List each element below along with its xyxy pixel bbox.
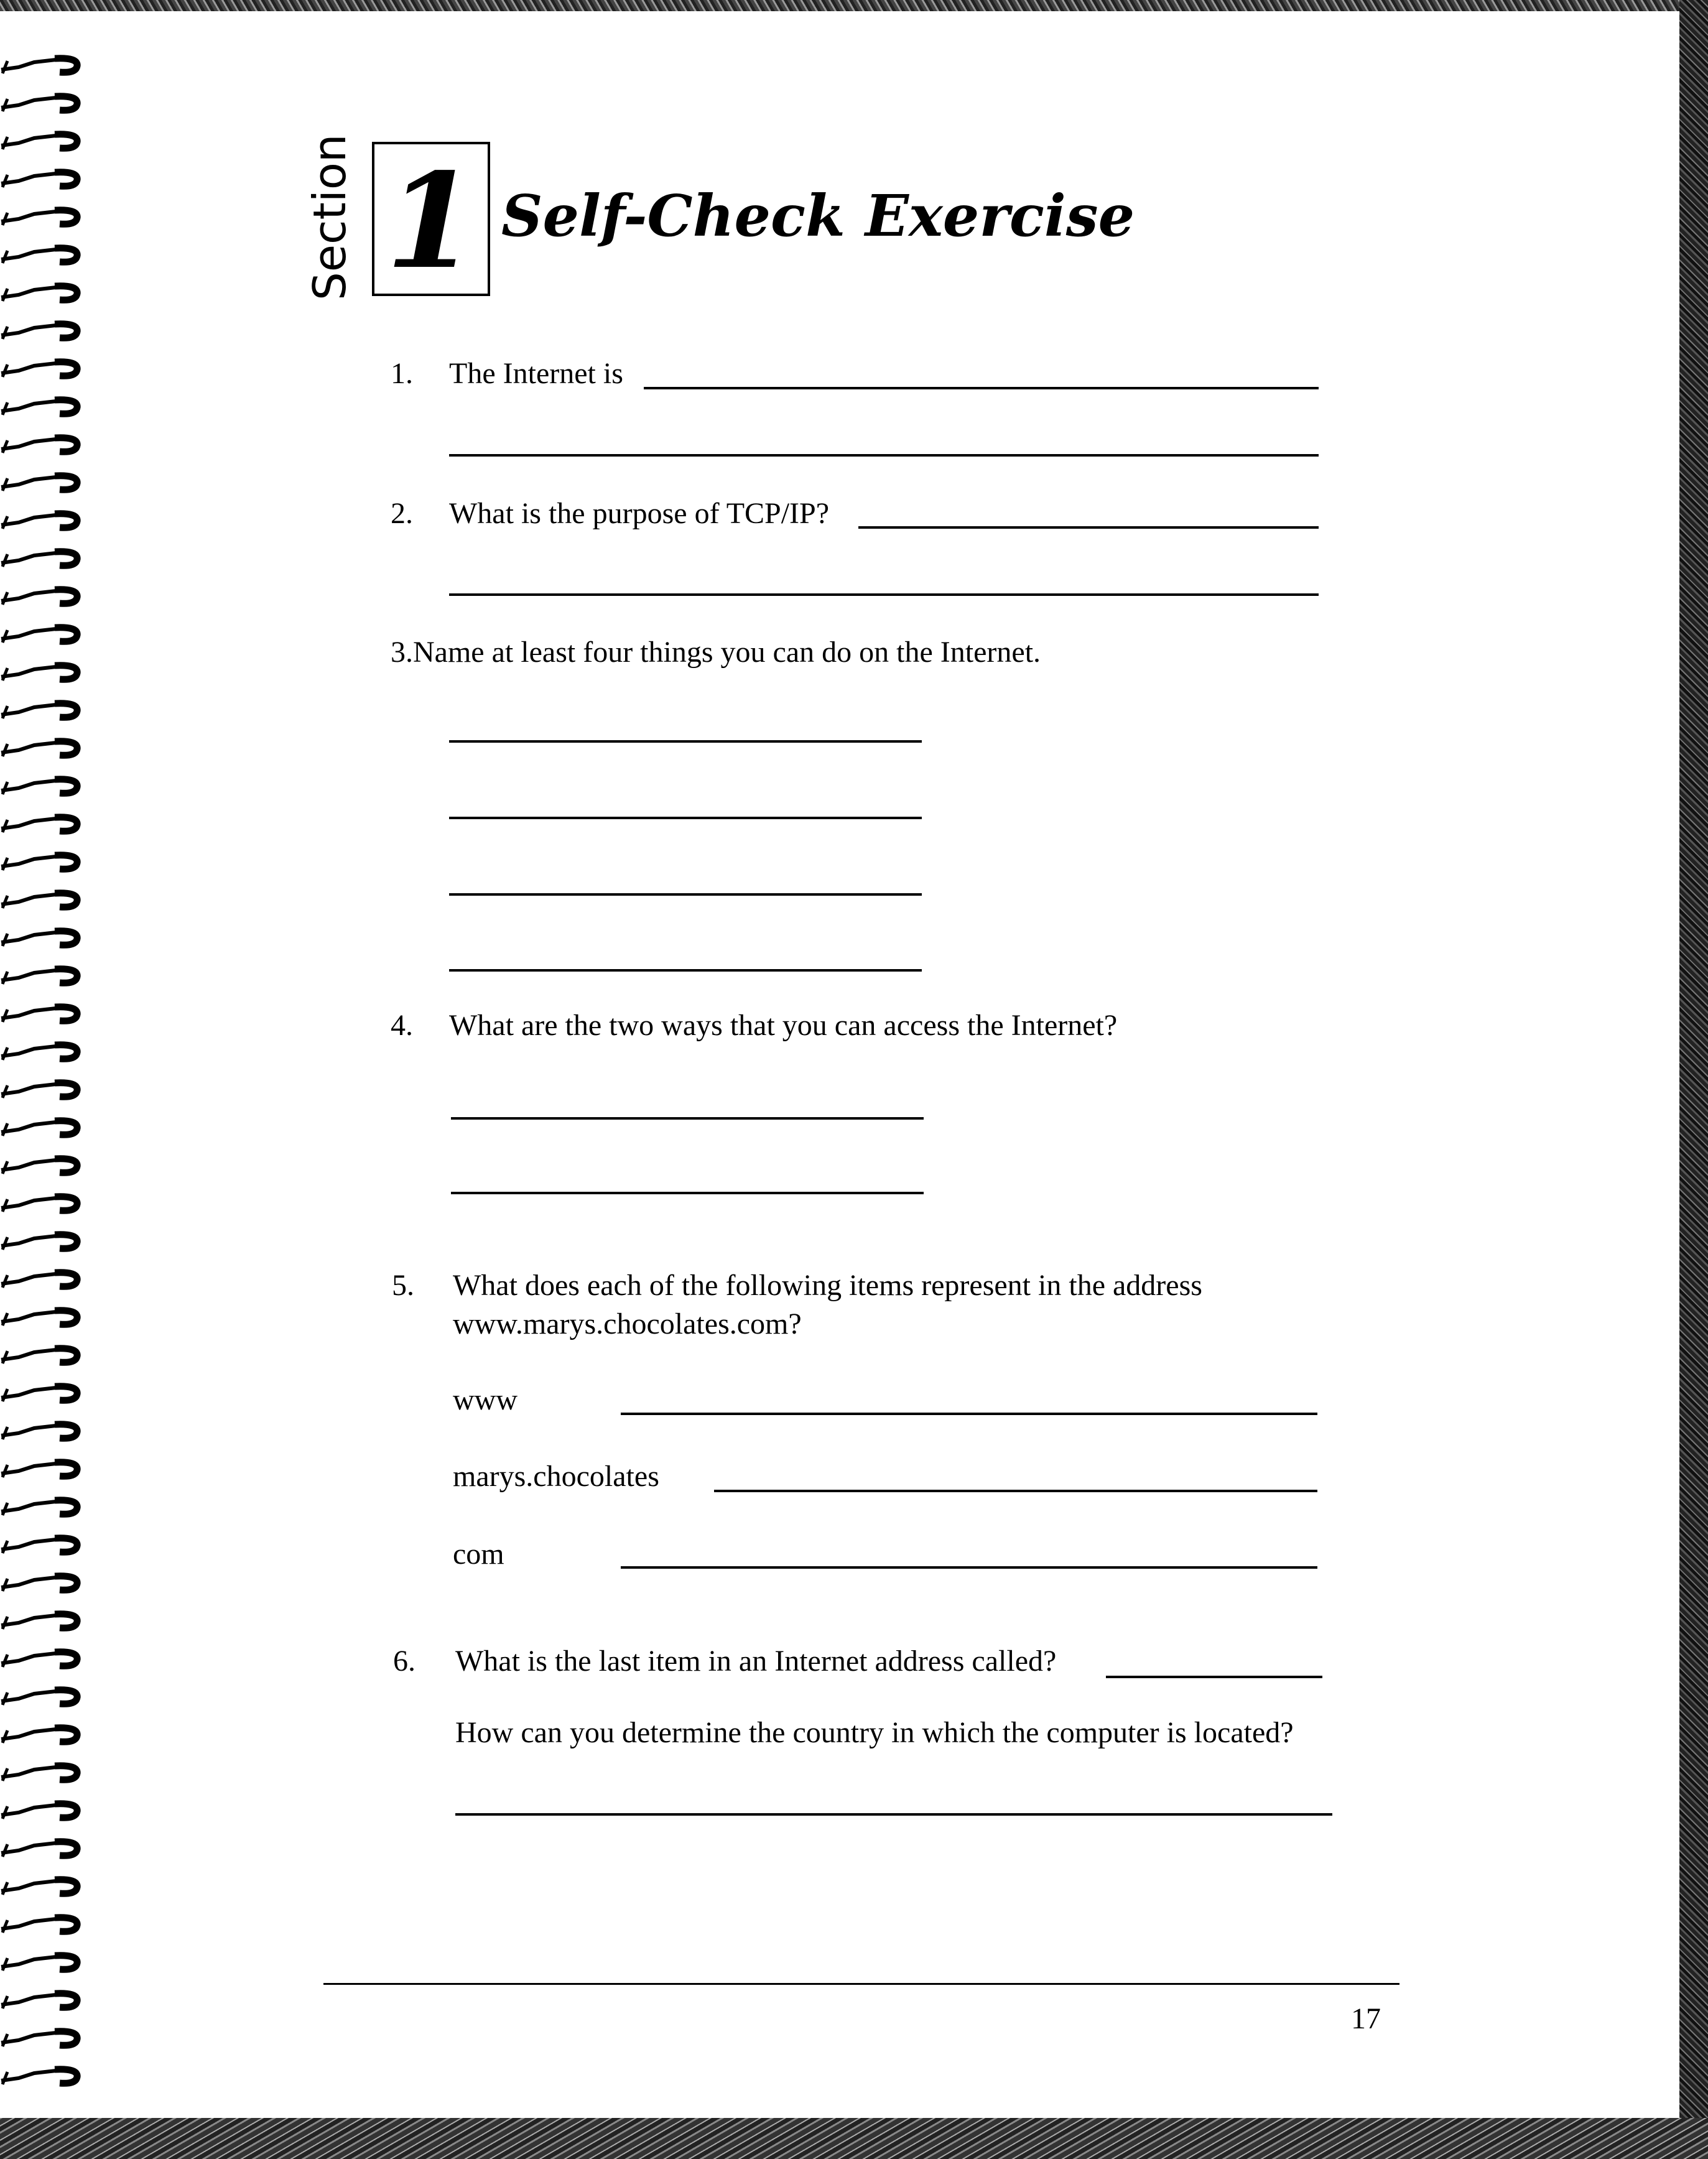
answer-line-2a[interactable] (858, 526, 1319, 529)
spiral-ring (0, 1193, 84, 1214)
question-5-text-line1: What does each of the following items represent in the address (453, 1269, 1202, 1302)
spiral-ring (0, 358, 84, 379)
spiral-ring (0, 1876, 84, 1897)
spiral-ring (0, 889, 84, 911)
spiral-ring (0, 472, 84, 493)
answer-line-5-domain[interactable] (714, 1490, 1317, 1492)
question-2-text: What is the purpose of TCP/IP? (449, 497, 830, 530)
spiral-ring (0, 320, 84, 341)
page-title: Self-Check Exercise (501, 182, 1135, 249)
spiral-ring (0, 169, 84, 190)
answer-line-1a[interactable] (644, 387, 1319, 389)
spiral-ring (0, 1307, 84, 1328)
spiral-ring (0, 662, 84, 683)
spiral-ring (0, 1952, 84, 1973)
question-6-number: 6. (393, 1645, 415, 1678)
answer-line-3d[interactable] (449, 969, 922, 972)
spiral-ring (0, 1648, 84, 1669)
question-3 (391, 635, 1041, 670)
answer-line-6b[interactable] (455, 1813, 1332, 1816)
question-4-text: What are the two ways that you can access the Internet? (449, 1009, 1118, 1042)
spiral-ring (0, 624, 84, 645)
spiral-ring (0, 1838, 84, 1859)
question-5-item-domain: marys.chocolates (453, 1460, 659, 1493)
spiral-ring (0, 586, 84, 607)
spiral-ring (0, 1686, 84, 1707)
question-2-number: 2. (391, 497, 413, 530)
question-6-text: What is the last item in an Internet address called? (455, 1645, 1057, 1678)
spiral-ring (0, 738, 84, 759)
spiral-ring (0, 93, 84, 114)
question-6-followup: How can you determine the country in which the computer is located? (455, 1716, 1294, 1749)
spiral-ring (0, 1155, 84, 1176)
answer-line-3c[interactable] (449, 893, 922, 896)
spiral-ring (0, 700, 84, 721)
spiral-binding (0, 55, 87, 2107)
question-3-text: Name at least four things you can do on the Internet. (413, 636, 1041, 669)
workbook-page (0, 11, 1679, 2118)
spiral-ring (0, 1003, 84, 1024)
spiral-ring (0, 207, 84, 228)
section-number-box (372, 142, 490, 296)
question-5-item-www: www (453, 1383, 518, 1416)
spiral-ring (0, 1914, 84, 1935)
answer-line-5-www[interactable] (621, 1413, 1317, 1415)
spiral-ring (0, 927, 84, 949)
question-1-text: The Internet is (449, 357, 623, 390)
spiral-ring (0, 2028, 84, 2049)
spiral-ring (0, 1497, 84, 1518)
spiral-ring (0, 1800, 84, 1821)
spiral-ring (0, 434, 84, 455)
answer-line-6a[interactable] (1106, 1676, 1322, 1678)
spiral-ring (0, 2066, 84, 2087)
scan-edge-top (0, 0, 1708, 11)
scan-edge-bottom (0, 2118, 1708, 2159)
scan-edge-right (1679, 0, 1708, 2159)
spiral-ring (0, 1535, 84, 1556)
spiral-ring (0, 1990, 84, 2011)
spiral-ring (0, 1459, 84, 1480)
answer-line-3a[interactable] (449, 740, 922, 743)
spiral-ring (0, 1041, 84, 1062)
answer-line-3b[interactable] (449, 817, 922, 819)
spiral-ring (0, 814, 84, 835)
question-3-number: 3. (391, 636, 413, 669)
spiral-ring (0, 1724, 84, 1745)
spiral-ring (0, 131, 84, 152)
section-label: Section (304, 134, 356, 300)
question-5-item-com: com (453, 1538, 504, 1571)
spiral-ring (0, 1231, 84, 1252)
page-number: 17 (1351, 2002, 1381, 2035)
spiral-ring (0, 55, 84, 76)
question-5-text-line2: www.marys.chocolates.com? (453, 1307, 802, 1340)
spiral-ring (0, 1345, 84, 1366)
spiral-ring (0, 510, 84, 531)
question-4-number: 4. (391, 1009, 413, 1042)
spiral-ring (0, 1762, 84, 1783)
spiral-ring (0, 1421, 84, 1442)
spiral-ring (0, 1079, 84, 1100)
spiral-ring (0, 1572, 84, 1594)
footer-rule (323, 1983, 1399, 1985)
answer-line-4b[interactable] (451, 1192, 924, 1194)
spiral-ring (0, 776, 84, 797)
question-1-number: 1. (391, 357, 413, 390)
answer-line-2b[interactable] (449, 593, 1319, 596)
spiral-ring (0, 244, 84, 266)
spiral-ring (0, 548, 84, 569)
section-number: 1 (385, 144, 477, 298)
spiral-ring (0, 1117, 84, 1138)
spiral-ring (0, 282, 84, 304)
spiral-ring (0, 1383, 84, 1404)
answer-line-4a[interactable] (451, 1117, 924, 1120)
spiral-ring (0, 396, 84, 417)
answer-line-5-com[interactable] (621, 1566, 1317, 1569)
spiral-ring (0, 852, 84, 873)
question-5-number: 5. (392, 1269, 414, 1302)
spiral-ring (0, 1269, 84, 1290)
answer-line-1b[interactable] (449, 454, 1319, 457)
spiral-ring (0, 1610, 84, 1632)
spiral-ring (0, 965, 84, 987)
